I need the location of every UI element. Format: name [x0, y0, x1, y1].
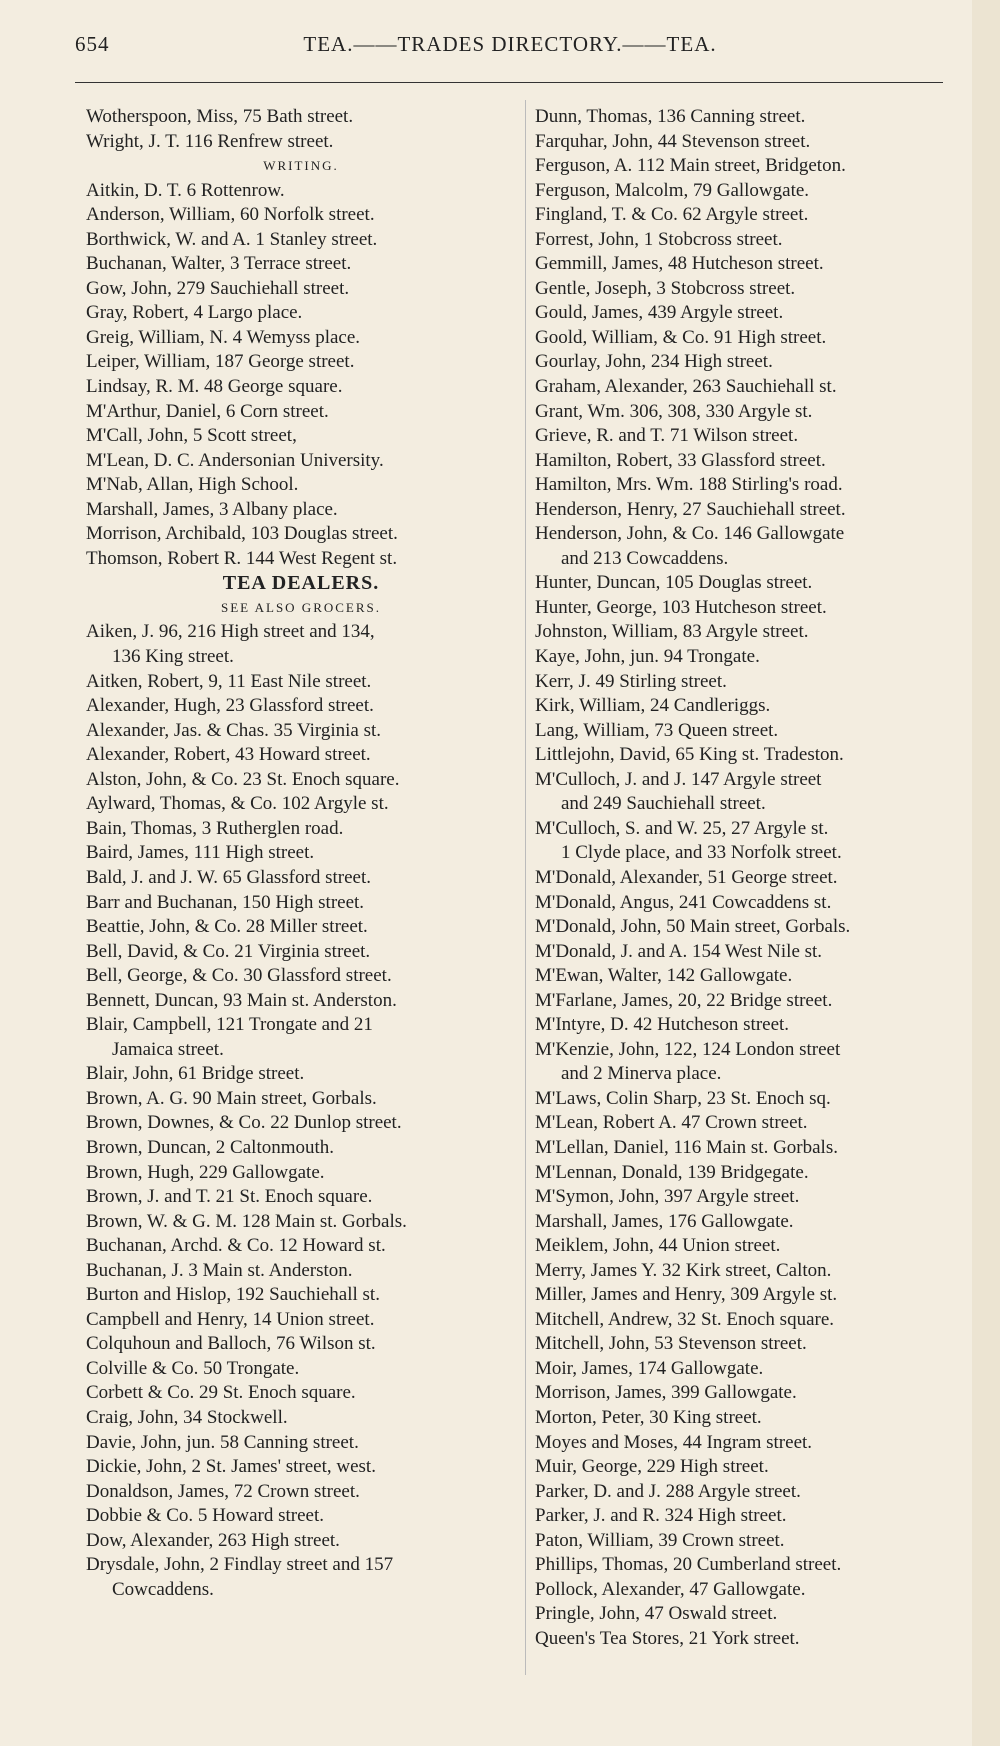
- see-also-note: SEE ALSO GROCERS.: [220, 599, 382, 615]
- section-title: TEA DEALERS.: [222, 572, 380, 595]
- directory-entry: Paton, William, 39 Crown street.: [535, 1529, 785, 1551]
- directory-entry: Buchanan, J. 3 Main st. Anderston.: [86, 1259, 353, 1281]
- directory-entry: M'Donald, Alexander, 51 George street.: [535, 866, 838, 888]
- directory-entry: M'Donald, J. and A. 154 West Nile st.: [535, 940, 823, 962]
- directory-entry: Brown, A. G. 90 Main street, Gorbals.: [86, 1087, 377, 1109]
- directory-entry: Ferguson, Malcolm, 79 Gallowgate.: [535, 179, 810, 201]
- directory-entry: Phillips, Thomas, 20 Cumberland street.: [535, 1554, 842, 1576]
- directory-entry: Anderson, William, 60 Norfolk street.: [86, 204, 375, 226]
- directory-entry: Hunter, George, 103 Hutcheson street.: [535, 596, 827, 618]
- directory-entry: Lindsay, R. M. 48 George square.: [86, 376, 343, 398]
- directory-entry: Buchanan, Walter, 3 Terrace street.: [86, 253, 352, 275]
- directory-entry: Blair, Campbell, 121 Trongate and 21: [86, 1014, 373, 1036]
- directory-entry: M'Culloch, J. and J. 147 Argyle street: [535, 768, 822, 790]
- directory-entry: Brown, Duncan, 2 Caltonmouth.: [86, 1136, 335, 1158]
- directory-entry: Beattie, John, & Co. 28 Miller street.: [86, 916, 368, 938]
- directory-entry: Drysdale, John, 2 Findlay street and 157: [86, 1554, 394, 1576]
- directory-entry: Alexander, Hugh, 23 Glassford street.: [86, 695, 374, 717]
- directory-entry: Bell, David, & Co. 21 Virginia street.: [86, 940, 371, 962]
- directory-entry: Barr and Buchanan, 150 High street.: [86, 891, 365, 913]
- directory-entry: M'Nab, Allan, High School.: [86, 474, 299, 496]
- directory-entry: Kerr, J. 49 Stirling street.: [535, 670, 727, 692]
- directory-entry: Aitkin, D. T. 6 Rottenrow.: [86, 179, 285, 201]
- directory-entry: Johnston, William, 83 Argyle street.: [535, 621, 809, 643]
- directory-entry: M'Lellan, Daniel, 116 Main st. Gorbals.: [535, 1136, 838, 1158]
- scan-edge: [972, 0, 1000, 1746]
- directory-entry: Alexander, Robert, 43 Howard street.: [86, 744, 371, 766]
- directory-entry: Ferguson, A. 112 Main street, Bridgeton.: [535, 155, 846, 177]
- directory-entry: Grant, Wm. 306, 308, 330 Argyle st.: [535, 400, 813, 422]
- directory-entry: Miller, James and Henry, 309 Argyle st.: [535, 1284, 838, 1306]
- directory-entry: Queen's Tea Stores, 21 York street.: [535, 1627, 800, 1649]
- directory-entry: Aitken, Robert, 9, 11 East Nile street.: [86, 670, 372, 692]
- directory-entry: Grieve, R. and T. 71 Wilson street.: [535, 425, 799, 447]
- right-column: [535, 105, 955, 1651]
- directory-entry: Craig, John, 34 Stockwell.: [86, 1406, 288, 1428]
- directory-entry: M'Farlane, James, 20, 22 Bridge street.: [535, 989, 833, 1011]
- directory-entry: Moir, James, 174 Gallowgate.: [535, 1357, 764, 1379]
- directory-entry: Morrison, Archibald, 103 Douglas street.: [86, 523, 398, 545]
- directory-entry: Bennett, Duncan, 93 Main st. Anderston.: [86, 989, 397, 1011]
- directory-entry: Lang, William, 73 Queen street.: [535, 719, 779, 741]
- directory-entry: Colville & Co. 50 Trongate.: [86, 1357, 300, 1379]
- directory-entry: Alexander, Jas. & Chas. 35 Virginia st.: [86, 719, 382, 741]
- directory-entry: Meiklem, John, 44 Union street.: [535, 1235, 781, 1257]
- directory-entry: Aylward, Thomas, & Co. 102 Argyle st.: [86, 793, 389, 815]
- directory-entry: Davie, John, jun. 58 Canning street.: [86, 1431, 359, 1453]
- column-divider: [525, 100, 526, 1675]
- directory-entry: Brown, J. and T. 21 St. Enoch square.: [86, 1186, 373, 1208]
- directory-entry-continuation: and 249 Sauchiehall street.: [561, 793, 766, 815]
- directory-entry: Mitchell, Andrew, 32 St. Enoch square.: [535, 1308, 835, 1330]
- directory-entry: Graham, Alexander, 263 Sauchiehall st.: [535, 376, 837, 398]
- directory-entry: Gourlay, John, 234 High street.: [535, 351, 773, 373]
- directory-entry: Pollock, Alexander, 47 Gallowgate.: [535, 1578, 806, 1600]
- directory-entry: Aiken, J. 96, 216 High street and 134,: [86, 621, 375, 643]
- directory-entry: Alston, John, & Co. 23 St. Enoch square.: [86, 768, 400, 790]
- page-header: [75, 32, 945, 66]
- directory-entry-continuation: 1 Clyde place, and 33 Norfolk street.: [561, 842, 842, 864]
- directory-entry: Pringle, John, 47 Oswald street.: [535, 1603, 778, 1625]
- directory-entry: M'Call, John, 5 Scott street,: [86, 425, 297, 447]
- directory-entry: Colquhoun and Balloch, 76 Wilson st.: [86, 1333, 376, 1355]
- directory-entry: Hamilton, Mrs. Wm. 188 Stirling's road.: [535, 474, 843, 496]
- directory-entry: Brown, Hugh, 229 Gallowgate.: [86, 1161, 325, 1183]
- section-heading: WRITING.: [263, 158, 339, 174]
- directory-entry: Greig, William, N. 4 Wemyss place.: [86, 326, 361, 348]
- directory-entry: Campbell and Henry, 14 Union street.: [86, 1308, 375, 1330]
- directory-entry: Hunter, Duncan, 105 Douglas street.: [535, 572, 813, 594]
- directory-entry: M'Kenzie, John, 122, 124 London street: [535, 1038, 841, 1060]
- directory-entry: M'Laws, Colin Sharp, 23 St. Enoch sq.: [535, 1087, 831, 1109]
- directory-entry: M'Donald, Angus, 241 Cowcaddens st.: [535, 891, 832, 913]
- directory-entry: Marshall, James, 176 Gallowgate.: [535, 1210, 794, 1232]
- directory-entry: Gentle, Joseph, 3 Stobcross street.: [535, 277, 796, 299]
- directory-entry: Gow, John, 279 Sauchiehall street.: [86, 277, 350, 299]
- directory-entry: M'Donald, John, 50 Main street, Gorbals.: [535, 916, 851, 938]
- directory-entry-continuation: and 213 Cowcaddens.: [561, 547, 729, 569]
- running-head: TEA.——TRADES DIRECTORY.——TEA.: [303, 32, 717, 56]
- directory-entry-continuation: Jamaica street.: [112, 1038, 224, 1060]
- directory-entry: Morrison, James, 399 Gallowgate.: [535, 1382, 797, 1404]
- directory-entry: Wotherspoon, Miss, 75 Bath street.: [86, 106, 354, 127]
- directory-entry: Morton, Peter, 30 King street.: [535, 1406, 762, 1428]
- directory-entry: Gould, James, 439 Argyle street.: [535, 302, 784, 324]
- header-rule: [75, 82, 943, 83]
- directory-entry-continuation: Cowcaddens.: [112, 1578, 214, 1600]
- directory-entry-continuation: and 2 Minerva place.: [561, 1063, 722, 1085]
- directory-entry: Fingland, T. & Co. 62 Argyle street.: [535, 204, 809, 226]
- directory-entry: Dunn, Thomas, 136 Canning street.: [535, 106, 806, 127]
- directory-entry: Thomson, Robert R. 144 West Regent st.: [86, 547, 398, 569]
- directory-entry: Kirk, William, 24 Candleriggs.: [535, 695, 771, 717]
- directory-entry-continuation: 136 King street.: [112, 646, 234, 668]
- page-number: 654: [75, 32, 110, 56]
- directory-entry: Marshall, James, 3 Albany place.: [86, 498, 338, 520]
- directory-entry: Muir, George, 229 High street.: [535, 1456, 769, 1478]
- directory-entry: Borthwick, W. and A. 1 Stanley street.: [86, 228, 378, 250]
- directory-entry: Henderson, John, & Co. 146 Gallowgate: [535, 523, 845, 545]
- directory-entry: Farquhar, John, 44 Stevenson street.: [535, 130, 811, 152]
- directory-entry: M'Lean, D. C. Andersonian University.: [86, 449, 384, 471]
- directory-entry: Gemmill, James, 48 Hutcheson street.: [535, 253, 824, 275]
- directory-entry: Leiper, William, 187 George street.: [86, 351, 355, 373]
- directory-entry: Burton and Hislop, 192 Sauchiehall st.: [86, 1284, 380, 1306]
- directory-entry: M'Intyre, D. 42 Hutcheson street.: [535, 1014, 790, 1036]
- directory-entry: Donaldson, James, 72 Crown street.: [86, 1480, 360, 1502]
- directory-entry: M'Arthur, Daniel, 6 Corn street.: [86, 400, 329, 422]
- left-column: [86, 105, 516, 1602]
- directory-entry: Brown, Downes, & Co. 22 Dunlop street.: [86, 1112, 402, 1134]
- directory-entry: Gray, Robert, 4 Largo place.: [86, 302, 303, 324]
- directory-entry: M'Lennan, Donald, 139 Bridgegate.: [535, 1161, 809, 1183]
- directory-entry: Moyes and Moses, 44 Ingram street.: [535, 1431, 813, 1453]
- directory-entry: Mitchell, John, 53 Stevenson street.: [535, 1333, 807, 1355]
- directory-entry: Henderson, Henry, 27 Sauchiehall street.: [535, 498, 846, 520]
- directory-entry: Corbett & Co. 29 St. Enoch square.: [86, 1382, 356, 1404]
- directory-entry: Bain, Thomas, 3 Rutherglen road.: [86, 817, 344, 839]
- directory-entry: Baird, James, 111 High street.: [86, 842, 315, 864]
- directory-entry: M'Culloch, S. and W. 25, 27 Argyle st.: [535, 817, 829, 839]
- directory-entry: Dobbie & Co. 5 Howard street.: [86, 1505, 324, 1527]
- directory-entry: Goold, William, & Co. 91 High street.: [535, 326, 827, 348]
- directory-entry: Bald, J. and J. W. 65 Glassford street.: [86, 866, 371, 888]
- directory-entry: Parker, D. and J. 288 Argyle street.: [535, 1480, 801, 1502]
- directory-entry: M'Ewan, Walter, 142 Gallowgate.: [535, 965, 793, 987]
- directory-entry: Parker, J. and R. 324 High street.: [535, 1505, 787, 1527]
- directory-entry: Merry, James Y. 32 Kirk street, Calton.: [535, 1259, 832, 1281]
- directory-entry: Brown, W. & G. M. 128 Main st. Gorbals.: [86, 1210, 407, 1232]
- directory-entry: Blair, John, 61 Bridge street.: [86, 1063, 305, 1085]
- directory-entry: Dow, Alexander, 263 High street.: [86, 1529, 340, 1551]
- directory-entry: M'Symon, John, 397 Argyle street.: [535, 1186, 800, 1208]
- directory-entry: Kaye, John, jun. 94 Trongate.: [535, 646, 760, 668]
- directory-entry: Bell, George, & Co. 30 Glassford street.: [86, 965, 392, 987]
- directory-entry: Hamilton, Robert, 33 Glassford street.: [535, 449, 826, 471]
- directory-entry: Littlejohn, David, 65 King st. Tradeston.: [535, 744, 844, 766]
- directory-entry: M'Lean, Robert A. 47 Crown street.: [535, 1112, 808, 1134]
- directory-entry: Forrest, John, 1 Stobcross street.: [535, 228, 783, 250]
- directory-entry: Wright, J. T. 116 Renfrew street.: [86, 130, 334, 152]
- directory-entry: Buchanan, Archd. & Co. 12 Howard st.: [86, 1235, 386, 1257]
- directory-entry: Dickie, John, 2 St. James' street, west.: [86, 1456, 376, 1478]
